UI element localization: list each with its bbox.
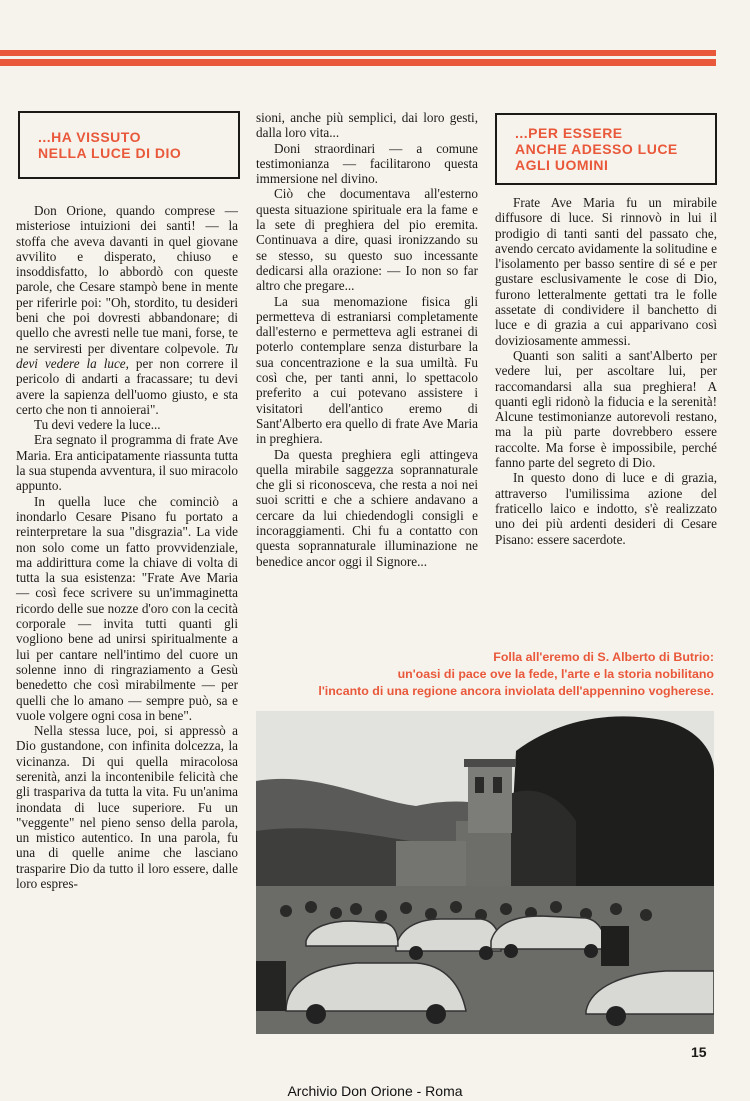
paragraph: Frate Ave Maria fu un mirabile diffusore di luce. Si rinnovò in lui il prodigio di tanti santi del passato che, avendo cercato avidamente la solitudine e l'isolamento per basso sentire di sé e per gustare esclusivamente le cose di Dio, furono letteralmente gettati tra le folle assetate di condividere il banchetto di luce e di grazia a cui apparivano così doviziosamente ammessi. xyxy=(495,195,717,348)
section-box-left xyxy=(18,111,240,179)
section-box-right xyxy=(495,113,717,185)
archive-footer: Archivio Don Orione - Roma xyxy=(287,1083,463,1099)
paragraph: Doni straordinari — a comune testimonianza — facilitarono questa immersione nel divino. xyxy=(256,140,478,187)
paragraph: sioni, anche più semplici, dai loro gesti, dalla loro vita... xyxy=(256,110,478,141)
paragraph: Quanti son saliti a sant'Alberto per vedere lui, per ascoltare lui, per raccomandarsi alla sua preghiera! A quanti egli ridonò la fiducia e la serenità! Alcune testimonianze autorevoli restano, ma la più parte dovrebbero essere raccolte. Ma forse è impossibile, perché fanno parte del segreto di Dio. xyxy=(495,347,717,471)
paragraph: Era segnato il programma di frate Ave Maria. Era anticipatamente riassunta tutta la sua stupenda avventura, il suo miracolo appunto. xyxy=(16,432,238,494)
article-column-3 xyxy=(495,195,717,547)
paragraph: In quella luce che cominciò a inondarlo Cesare Pisano fu portato a reinterpretare la sua "disgrazia". La vide non solo come un fatto provvidenziale, ma addirittura come la chiave di volta di tutta la sua esistenza: "Frate Ave Maria — così fece scrivere su un'immaginetta ricordo delle sue nozze d'oro con la cecità corporale — invita tutti quanti gli vogliono bene ad unirsi spiritualmente a lui per cantare nell'intimo del cuore un solenne inno di ringraziamento a Gesù benedetto che così mirabilmente — per quelli che lo amano — sempre può, sa e vuole volgere ogni cosa in bene". xyxy=(16,493,238,723)
paragraph: In questo dono di luce e di grazia, attraverso l'umilissima azione del fraticello laico e indotto, s'è realizzato uno dei più ardenti desideri di Cesare Pisano: essere sacerdote. xyxy=(495,470,717,547)
article-column-2 xyxy=(256,110,478,569)
paragraph: Da questa preghiera egli attingeva quella mirabile saggezza soprannaturale che gli si riconosceva, che resta a noi nei suoi scritti e che a schiere andavano a cercare da lui chiedendogli consigli e incoraggiamenti. Chi fu a contatto con questa soprannaturale illuminazione ne benedice ancor oggi il Signore... xyxy=(256,446,478,569)
photo-illustration xyxy=(256,711,714,1034)
top-accent-bar xyxy=(0,50,716,66)
paragraph: Ciò che documentava all'esterno questa situazione spirituale era la fame e la sete di preghiera del pio eremita. Continuava a dire, quasi ironizzando su se stesso, su questo suo incessante dedicarsi alla orazione: — Io non so far altro che pregare... xyxy=(256,186,478,294)
paragraph: Nella stessa luce, poi, si appressò a Dio gustandone, con infinita dolcezza, la vicinanza. Di qui quella miracolosa serenità, anzi la incontenibile felicità che gli traspariva da tutta la vita. Fu un'anima inondata di luce superiore. Fu un "veggente" nel pieno senso della parola, un mistico autentico. In una parola, fu una di quelle anime che lasciano trasparire Dio da tutto il loro essere, dalle loro espres- xyxy=(16,723,238,892)
photo-caption: Folla all'eremo di S. Alberto di Butrio: un'oasi di pace ove la fede, l'arte e la storia nobilitano l'incanto di una regione ancora inviolata dell'appennino vogherese. xyxy=(318,650,714,698)
section-title-right: ...PER ESSERE ANCHE ADESSO LUCE AGLI UOMINI xyxy=(515,125,678,173)
paragraph: Don Orione, quando comprese — misteriose intuizioni dei santi! — la stoffa che aveva davanti in quel giovane avvilito e disperato, chiuso e insoddisfatto, lo abbordò con queste parole, che Cesare stampò bene in mente per riferirle poi: "Oh, stordito, tu desideri beni che poi dovresti abbandonare; di quello che avresti nelle tue mani, forse, te ne serviresti per diventare colpevole. Tu devi vedere la luce, per non correre il pericolo di andarti a fracassare; tu devi avere la sapienza dell'uomo giusto, e sta certo che non ti annoierai". xyxy=(16,203,239,417)
page-number: 15 xyxy=(691,1044,707,1060)
paragraph: La sua menomazione fisica gli permetteva di estraniarsi completamente dall'esterno e permetteva agli estranei di poterlo contemplare senza disturbare la sua concentrazione e la sua umiltà. Fu così che, per tanti anni, lo spettacolo preferito a cui potevano assistere i visitatori dell'antico eremo di Sant'Alberto era quello di frate Ave Maria in preghiera. xyxy=(256,293,478,447)
section-title-left: ...HA VISSUTO NELLA LUCE DI DIO xyxy=(38,129,182,161)
paragraph: Tu devi vedere la luce... xyxy=(34,417,161,433)
article-column-1 xyxy=(16,203,238,891)
hermitage-crowd-photo xyxy=(256,711,714,1034)
